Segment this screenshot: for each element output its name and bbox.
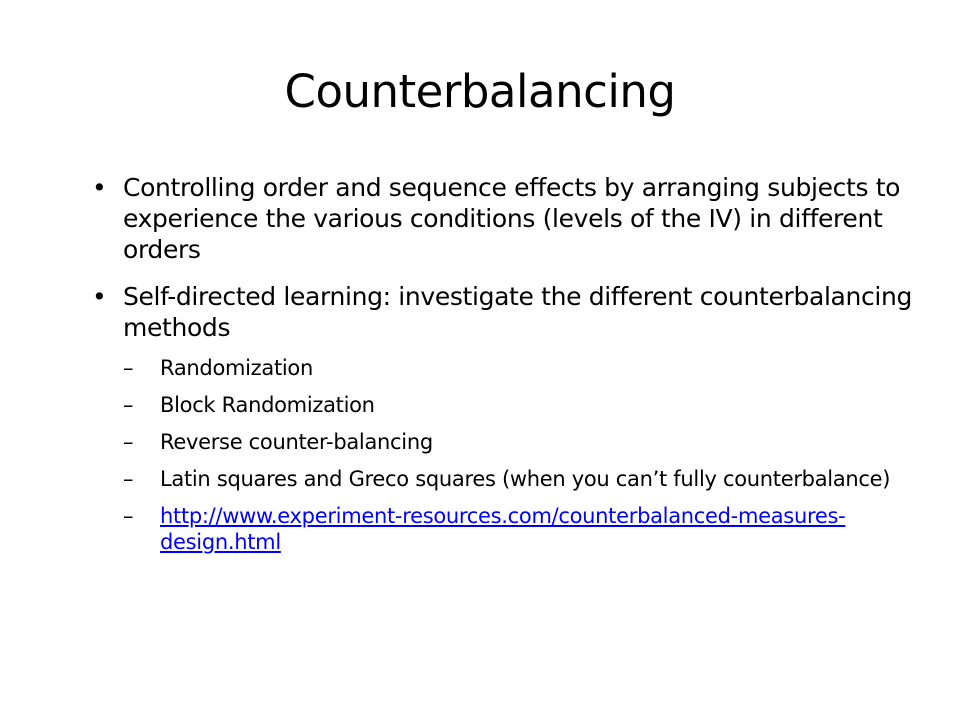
sub-bullet-item bbox=[92, 429, 952, 455]
dash-icon: – bbox=[123, 393, 134, 417]
sub-bullet-item bbox=[92, 392, 952, 418]
bullet-item-1 bbox=[92, 172, 952, 265]
dash-icon: – bbox=[123, 504, 134, 528]
bullet-icon: • bbox=[92, 282, 107, 311]
bullet-icon: • bbox=[92, 173, 107, 202]
sub-bullet-text: Block Randomization bbox=[160, 393, 375, 417]
dash-icon: – bbox=[123, 356, 134, 380]
bullet-text: Controlling order and sequence effects by arranging subjects to experience the various conditions (levels of the IV) in different orders bbox=[123, 173, 901, 264]
sub-bullet-item bbox=[92, 503, 952, 555]
resource-link[interactable]: http://www.experiment-resources.com/counterbalanced-measures-design.html bbox=[160, 504, 846, 554]
dash-icon: – bbox=[123, 430, 134, 454]
sub-bullet-item bbox=[92, 355, 952, 381]
sub-bullet-text: Reverse counter-balancing bbox=[160, 430, 433, 454]
sub-bullet-text: Randomization bbox=[160, 356, 313, 380]
slide-title: Counterbalancing bbox=[284, 65, 676, 118]
sub-bullet-text: Latin squares and Greco squares (when you can’t fully counterbalance) bbox=[160, 467, 891, 491]
sub-bullet-list bbox=[92, 355, 952, 555]
slide-body bbox=[92, 172, 952, 566]
sub-bullet-item bbox=[92, 466, 952, 492]
bullet-item-2 bbox=[92, 281, 952, 343]
dash-icon: – bbox=[123, 467, 134, 491]
bullet-text: Self-directed learning: investigate the different counterbalancing methods bbox=[123, 282, 913, 342]
